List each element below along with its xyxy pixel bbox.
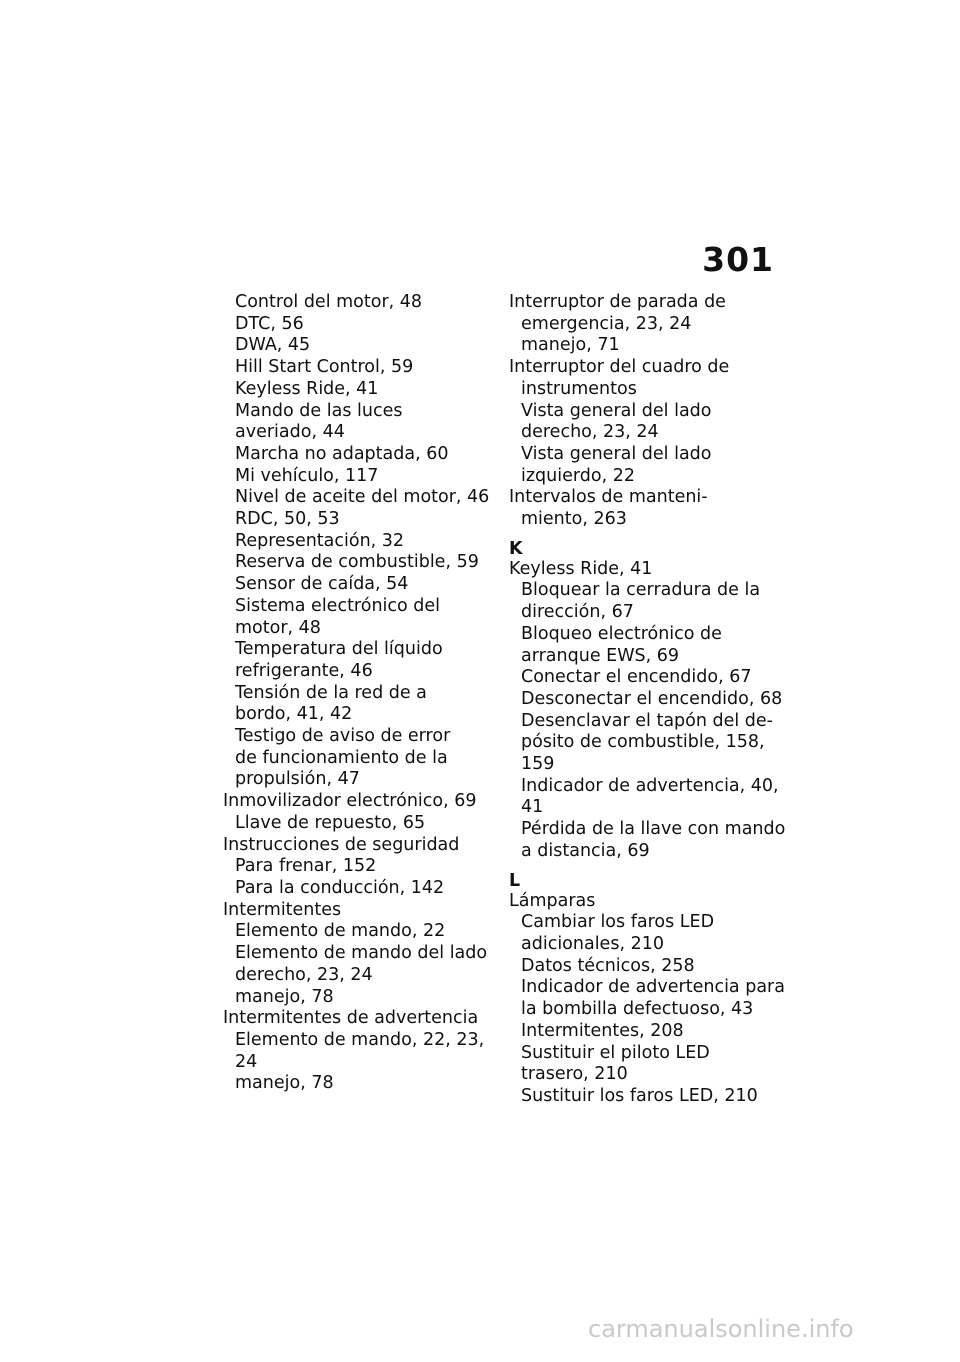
index-subentry: instrumentos <box>521 378 637 399</box>
index-subentry: Sistema electrónico del <box>235 595 441 616</box>
index-subentry: Sensor de caída, 54 <box>235 574 409 595</box>
index-subentry: Conectar el encendido, 67 <box>521 667 752 688</box>
index-entry: Lámparas <box>509 890 596 911</box>
index-entry: Intermitentes <box>223 899 342 920</box>
index-subentry: Cambiar los faros LED <box>521 912 715 933</box>
index-subentry: arranque EWS, 69 <box>521 645 680 666</box>
index-subentry: trasero, 210 <box>521 1064 628 1085</box>
index-entry: Keyless Ride, 41 <box>509 558 653 579</box>
index-subentry: Indicador de advertencia para <box>521 977 785 998</box>
index-subentry: Marcha no adaptada, 60 <box>235 443 449 464</box>
index-subentry: Desconectar el encendido, 68 <box>521 688 783 709</box>
index-subentry: Temperatura del líquido <box>235 639 443 660</box>
index-subentry: Vista general del lado <box>521 400 712 421</box>
index-subentry: manejo, 78 <box>235 1073 334 1094</box>
index-subentry: Tensión de la red de a <box>235 682 427 703</box>
index-subentry: adicionales, 210 <box>521 933 664 954</box>
index-column-right <box>509 292 786 1108</box>
index-subentry: emergencia, 23, 24 <box>521 313 692 334</box>
index-subentry: Sustituir los faros LED, 210 <box>521 1085 758 1106</box>
index-subentry: de funcionamiento de la <box>235 747 448 768</box>
index-subentry: Representación, 32 <box>235 530 405 551</box>
index-entry: Intervalos de manteni- <box>509 487 708 508</box>
index-entry: Intermitentes de advertencia <box>223 1008 479 1029</box>
index-subentry: la bombilla defectuoso, 43 <box>521 999 754 1020</box>
index-subentry: propulsión, 47 <box>235 769 360 790</box>
index-subentry: Bloqueo electrónico de <box>521 623 722 644</box>
index-subentry: Mi vehículo, 117 <box>235 465 379 486</box>
index-subentry: RDC, 50, 53 <box>235 509 340 530</box>
index-subentry: Reserva de combustible, 59 <box>235 552 479 573</box>
index-subentry: 24 <box>235 1051 258 1072</box>
index-subentry: pósito de combustible, 158, <box>521 732 765 753</box>
index-subentry: Llave de repuesto, 65 <box>235 812 426 833</box>
index-section-letter: L <box>509 870 521 891</box>
index-subentry: Vista general del lado <box>521 443 712 464</box>
watermark-text: carmanualsonline.info <box>588 1315 854 1343</box>
index-subentry: averiado, 44 <box>235 422 345 443</box>
index-subentry: Elemento de mando del lado <box>235 943 488 964</box>
index-subentry: Sustituir el piloto LED <box>521 1042 710 1063</box>
index-subentry: manejo, 78 <box>235 986 334 1007</box>
index-subentry: dirección, 67 <box>521 602 634 623</box>
index-column-left <box>223 292 493 1095</box>
index-subentry: Datos técnicos, 258 <box>521 955 695 976</box>
index-subentry: Desenclavar el tapón del de- <box>521 710 773 731</box>
index-subentry: Intermitentes, 208 <box>521 1020 684 1041</box>
index-subentry: Indicador de advertencia, 40, <box>521 775 779 796</box>
index-subentry: izquierdo, 22 <box>521 465 635 486</box>
index-entry: Instrucciones de seguridad <box>223 834 460 855</box>
index-subentry: Mando de las luces <box>235 400 403 421</box>
index-entry: Inmovilizador electrónico, 69 <box>223 791 477 812</box>
index-entry: Interruptor de parada de <box>509 292 726 312</box>
index-subentry: Para frenar, 152 <box>235 856 377 877</box>
index-subentry: Pérdida de la llave con mando <box>521 819 786 840</box>
index-entry: Interruptor del cuadro de <box>509 357 730 378</box>
index-subentry: miento, 263 <box>521 509 627 530</box>
index-subentry: motor, 48 <box>235 617 321 638</box>
index-subentry: refrigerante, 46 <box>235 660 373 681</box>
index-subentry: Elemento de mando, 22, 23, <box>235 1029 485 1050</box>
index-section-letter: K <box>509 538 523 559</box>
index-subentry: DWA, 45 <box>235 335 311 356</box>
index-subentry: Testigo de aviso de error <box>235 726 451 747</box>
index-subentry: Keyless Ride, 41 <box>235 378 379 399</box>
index-subentry: derecho, 23, 24 <box>521 422 659 443</box>
index-subentry: manejo, 71 <box>521 335 620 356</box>
index-subentry: a distancia, 69 <box>521 840 650 861</box>
index-subentry: DTC, 56 <box>235 313 304 334</box>
index-subentry: derecho, 23, 24 <box>235 964 373 985</box>
index-subentry: 41 <box>521 797 544 818</box>
index-subentry: Control del motor, 48 <box>235 292 423 312</box>
page-number: 301 <box>702 240 774 279</box>
index-subentry: Hill Start Control, 59 <box>235 357 414 378</box>
index-subentry: 159 <box>521 754 555 775</box>
index-subentry: Elemento de mando, 22 <box>235 921 446 942</box>
index-subentry: Nivel de aceite del motor, 46 <box>235 487 490 508</box>
index-subentry: bordo, 41, 42 <box>235 704 353 725</box>
index-subentry: Para la conducción, 142 <box>235 877 445 898</box>
index-subentry: Bloquear la cerradura de la <box>521 580 761 601</box>
